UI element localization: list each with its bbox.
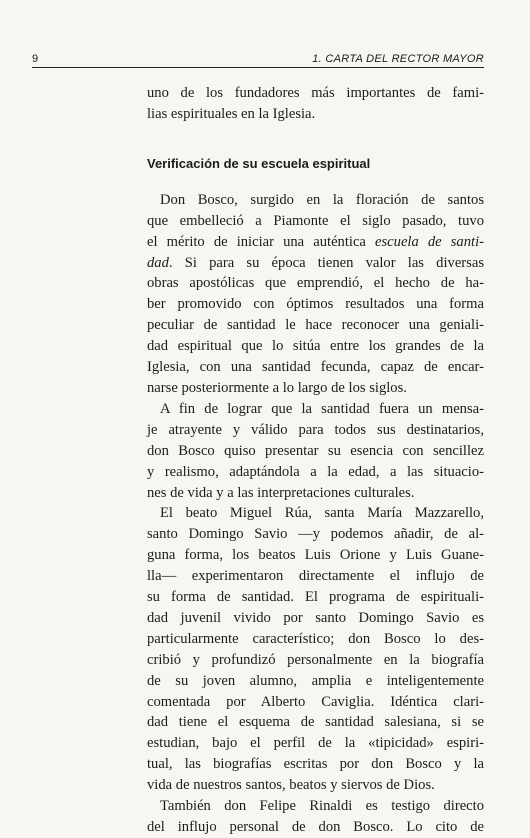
page-body: [147, 83, 484, 838]
text-line: cribió y profundizó personalmente en la biografía: [147, 651, 484, 668]
text-line: dad juvenil vivido por santo Domingo Savio es: [147, 609, 484, 626]
text-line: narse posteriormente a lo largo de los siglos.: [147, 379, 407, 396]
text-line: guna forma, los beatos Luis Orione y Luis Guane-: [147, 547, 484, 564]
text-line: dad tiene el esquema de santidad salesiana, si se: [147, 714, 484, 731]
paragraph: [147, 190, 484, 399]
text-line: uno de los fundadores más importantes de fami-: [147, 85, 484, 101]
text-line: de su joven alumno, amplia e inteligentemente: [147, 672, 484, 689]
paragraph: [147, 796, 484, 838]
paragraph: [147, 83, 484, 125]
text-line: que embelleció a Piamonte el siglo pasado, tuvo: [147, 212, 484, 229]
paragraph: [147, 399, 484, 504]
italic-term: escuela de santi-: [375, 233, 484, 250]
paragraph: [147, 503, 484, 796]
text-line: lla— experimentaron directamente el influjo de: [147, 568, 484, 585]
text-line: obras apostólicas que emprendió, el hecho de ha-: [147, 275, 484, 292]
text-line: y realismo, adaptándola a la edad, a las situacio-: [147, 463, 484, 480]
running-header: [32, 52, 484, 66]
text-line: tual, las biografías escritas por don Bosco y la: [147, 756, 484, 773]
text-span: . Si para su época tienen valor las diversas: [168, 254, 484, 271]
text-line: Don Bosco, surgido en la floración de santos: [160, 191, 484, 208]
text-line: peculiar de santidad le hace reconocer una geniali-: [147, 317, 484, 334]
text-line: Iglesia, con una santidad fecunda, capaz de encar-: [147, 359, 484, 376]
text-line: santo Domingo Savio —y podemos añadir, de al-: [147, 526, 484, 543]
page-number: 9: [32, 53, 39, 65]
header-rule: [32, 67, 484, 68]
text-line: También don Felipe Rinaldi es testigo directo: [160, 798, 484, 815]
text-line: ber promovido con óptimos resultados una forma: [147, 296, 484, 313]
text-line: del influjo personal de don Bosco. Lo cito de: [147, 819, 484, 835]
text-line: don Bosco quiso presentar su esencia con sencillez: [147, 442, 484, 459]
text-line: A fin de lograr que la santidad fuera un mensa-: [160, 400, 484, 417]
text-line: lias espirituales en la Iglesia.: [147, 105, 316, 122]
text-line: je atrayente y válido para todos sus destinatarios,: [147, 421, 484, 438]
text-line: estudian, bajo el perfil de la «tipicidad» espiri-: [147, 735, 484, 752]
text-line: [147, 253, 484, 274]
text-line: dad espiritual que lo sitúa entre los grandes de la: [147, 338, 484, 355]
text-span: el mérito de iniciar una auténtica: [147, 233, 376, 250]
text-line: su forma de santidad. El programa de espirituali-: [147, 589, 484, 606]
italic-term: dad: [147, 254, 169, 271]
section-heading: Verificación de su escuela espiritual: [147, 155, 371, 171]
text-line: nes de vida y a las interpretaciones culturales.: [147, 484, 415, 501]
text-line: El beato Miguel Rúa, santa María Mazzarello,: [160, 505, 484, 522]
text-line: comentada por Alberto Caviglia. Idéntica clari-: [147, 693, 484, 710]
running-title: 1. CARTA DEL RECTOR MAYOR: [312, 53, 484, 65]
text-line: [147, 232, 484, 253]
text-line: particularmente característico; don Bosco lo des-: [147, 630, 484, 647]
text-line: vida de nuestros santos, beatos y siervos de Dios.: [147, 777, 435, 794]
